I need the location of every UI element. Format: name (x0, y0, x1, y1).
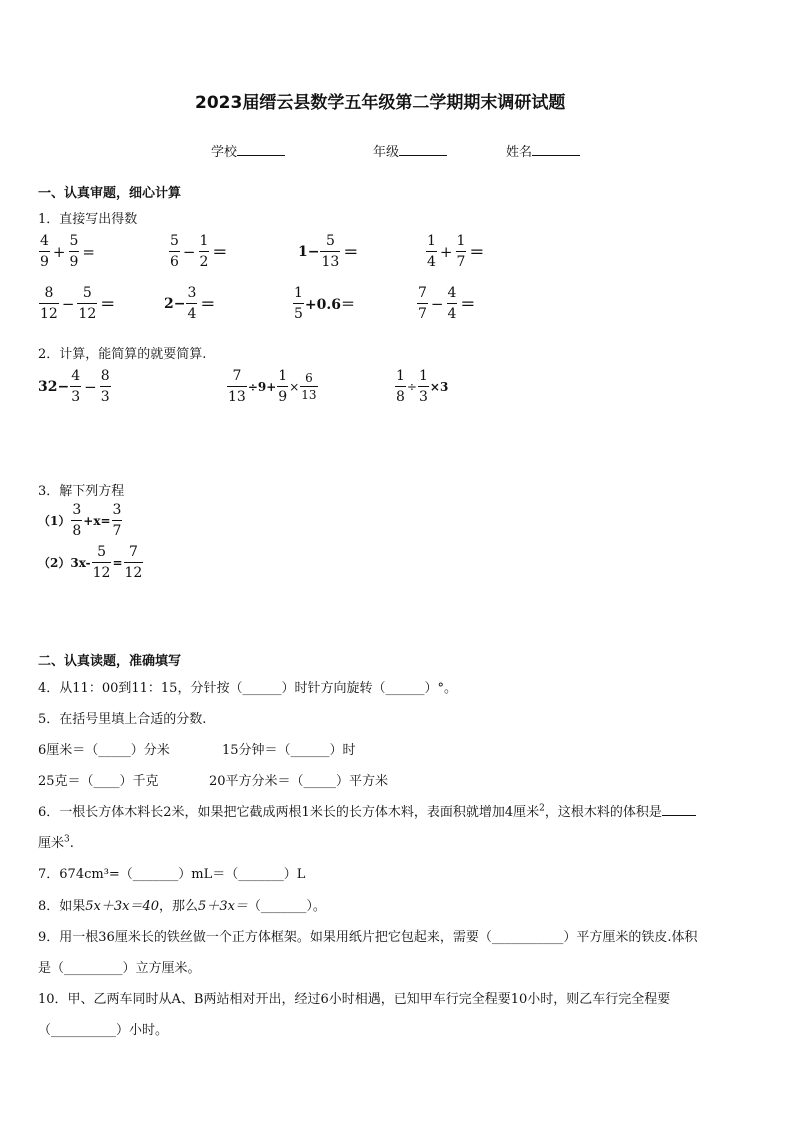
fraction: $\frac{1}{4}$ (427, 233, 436, 270)
q1-row1-d: $\frac{1}{4}$ + $\frac{1}{7}$ ＝ (427, 233, 485, 270)
q6-line2: 厘米$^3$. (38, 834, 74, 851)
q1-row2-c: $\frac{1}{5}$ +0.6＝ (294, 285, 356, 322)
section2-heading: 二、认真读题，准确填写 (38, 654, 182, 669)
section1-heading: 一、认真审题，细心计算 (38, 186, 182, 201)
q8-expr-1: 5x＋3x＝40 (85, 899, 160, 914)
fraction: $\frac{6}{13}$ (301, 371, 317, 402)
fraction: $\frac{1}{7}$ (456, 233, 466, 270)
school-field (211, 141, 285, 160)
fraction: $\frac{1}{9}$ (278, 368, 288, 405)
q5-item-b: 15分钟＝（______）时 (222, 743, 356, 758)
fraction: $\frac{5}{6}$ (170, 233, 179, 270)
fraction: $\frac{4}{4}$ (447, 285, 457, 322)
fraction: $\frac{1}{5}$ (294, 285, 303, 322)
grade-blank[interactable] (399, 143, 447, 156)
page-title: 2023届缙云县数学五年级第二学期期末调研试题 (195, 93, 566, 113)
q1-label: 1．直接写出得数 (38, 212, 138, 227)
fraction: $\frac{1}{3}$ (418, 368, 428, 405)
q5-item-a: 6厘米＝（_____）分米 (38, 743, 170, 758)
q1-row2-b: 2− $\frac{3}{4}$ ＝ (164, 285, 216, 322)
q6-line1: 6．一根长方体木料长2米，如果把它截成两根1米长的长方体木料，表面积就增加4厘米$^2$，这根木料的体积是 (38, 801, 696, 820)
fraction: $\frac{4}{9}$ (40, 233, 49, 270)
q1-row2-a: $\frac{8}{12}$ − $\frac{5}{12}$ ＝ (40, 285, 116, 322)
q5-item-d: 20平方分米＝（_____）平方米 (209, 774, 389, 789)
fraction: $\frac{1}{2}$ (199, 233, 209, 270)
school-blank[interactable] (237, 143, 285, 156)
q4-text: 4．从11：00到11：15，分针按（______）时针方向旋转（______）°。 (38, 681, 457, 696)
fraction: $\frac{8}{3}$ (100, 368, 110, 405)
q2-expr-3: $\frac{1}{8}$ ÷ $\frac{1}{3}$ ×3 (396, 368, 449, 405)
q5-label: 5．在括号里填上合适的分数. (38, 712, 207, 727)
q10-line1: 10．甲、乙两车同时从A、B两站相对开出，经过6小时相遇，已知甲车行完全程要10小时，则乙车行完全程要 (38, 992, 671, 1007)
q3-equation-2: （2）3x- $\frac{5}{12}$ = $\frac{7}{12}$ (38, 544, 143, 581)
fraction: $\frac{7}{7}$ (418, 285, 427, 322)
name-blank[interactable] (532, 143, 580, 156)
q1-row1-c: 1− $\frac{5}{13}$ ＝ (298, 233, 359, 270)
grade-field (373, 141, 447, 160)
q1-row2-d: $\frac{7}{7}$ − $\frac{4}{4}$ ＝ (418, 285, 476, 322)
fraction: $\frac{3}{7}$ (112, 502, 122, 539)
fraction: $\frac{5}{12}$ (78, 285, 97, 322)
fraction: $\frac{3}{4}$ (187, 285, 197, 322)
q8-text: 8．如果5x＋3x＝40，那么5＋3x＝（_______）。 (38, 899, 326, 914)
fraction: $\frac{5}{13}$ (321, 233, 340, 270)
q3-label: 3．解下列方程 (38, 484, 125, 499)
fraction: $\frac{7}{13}$ (228, 368, 246, 405)
grade-label: 年级 (373, 145, 400, 160)
q10-line2: （__________）小时。 (38, 1023, 169, 1038)
q2-expr-1: 32− $\frac{4}{3}$ − $\frac{8}{3}$ (38, 368, 110, 405)
q8-expr-2: 5＋3x＝ (198, 899, 248, 914)
q2-label: 2．计算，能简算的就要简算. (38, 347, 207, 362)
q9-line1: 9．用一根36厘米长的铁丝做一个正方体框架。如果用纸片把它包起来，需要（___________）平方厘米的铁皮.体积 (38, 930, 698, 945)
q2-expr-2: $\frac{7}{13}$ ÷9+ $\frac{1}{9}$ × $\frac{6}{13}$ (228, 368, 317, 405)
fraction: $\frac{5}{9}$ (69, 233, 79, 270)
q5-item-c: 25克＝（____）千克 (38, 774, 159, 789)
fraction: $\frac{8}{12}$ (40, 285, 58, 322)
fraction: $\frac{4}{3}$ (71, 368, 81, 405)
q7-text: 7．674cm³=（_______）mL＝（_______）L (38, 867, 306, 882)
fraction: $\frac{3}{8}$ (72, 502, 82, 539)
school-label: 学校 (211, 145, 238, 160)
fraction: $\frac{7}{12}$ (124, 544, 143, 581)
fraction: $\frac{5}{12}$ (92, 544, 111, 581)
q1-row1-b: $\frac{5}{6}$ − $\frac{1}{2}$ ＝ (170, 233, 228, 270)
name-label: 姓名 (506, 145, 533, 160)
fraction: $\frac{1}{8}$ (396, 368, 405, 405)
q3-equation-1: （1） $\frac{3}{8}$ +x= $\frac{3}{7}$ (38, 502, 122, 539)
name-field (506, 141, 580, 160)
q9-line2: 是（_________）立方厘米。 (38, 961, 201, 976)
q1-row1-a: $\frac{4}{9}$ + $\frac{5}{9}$ = (40, 233, 95, 270)
q6-blank[interactable] (662, 803, 696, 816)
